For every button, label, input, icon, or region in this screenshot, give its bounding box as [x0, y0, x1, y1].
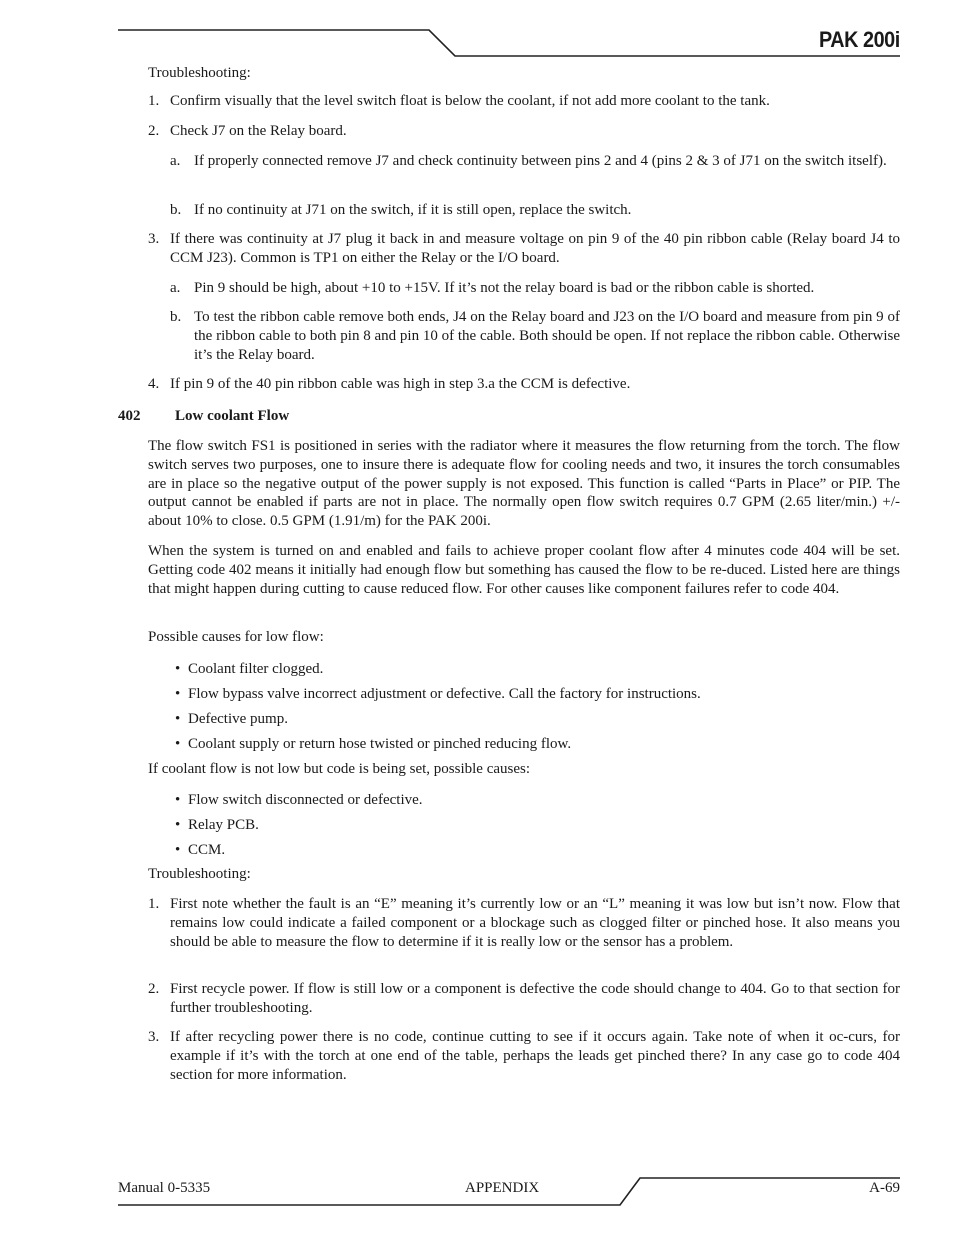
bullet-text: Defective pump. [188, 711, 288, 727]
section-title: Low coolant Flow [175, 408, 290, 424]
other-causes-heading: If coolant flow is not low but code is being set, possible causes: [148, 761, 531, 777]
bullet-item [175, 791, 900, 810]
step-text: If pin 9 of the 40 pin ribbon cable was high in step 3.a the CCM is defective. [170, 376, 631, 392]
bullet-item [175, 710, 900, 729]
substep-item [170, 308, 900, 364]
bullet-text: CCM. [188, 842, 226, 858]
step-item [148, 980, 900, 1018]
step-text: Confirm visually that the level switch float is below the coolant, if not add more coolant to the tank. [170, 93, 770, 109]
substep-text: If properly connected remove J7 and check continuity between pins 2 and 4 (pins 2 & 3 of J71 on the switch itself). [194, 153, 887, 169]
step-text: First recycle power. If flow is still low or a component is defective the code should change to 404. Go to that section for further troubleshooting. [170, 981, 900, 1016]
product-brand: PAK 200i [819, 27, 900, 52]
step-text: Check J7 on the Relay board. [170, 123, 347, 139]
step-label: 2. [148, 981, 160, 997]
bullet-text: Relay PCB. [188, 817, 259, 833]
bullet-icon: • [175, 817, 181, 833]
substep-item [170, 201, 900, 220]
paragraph: When the system is turned on and enabled and fails to achieve proper coolant flow after 4 minutes code 404 will be set. Getting code 402 means it initially had enough flow but something has caused the flow to be re-duced. Listed here are things that might happen during cutting to cause reduced flow. For other causes like component failures refer to code 404. [148, 543, 900, 597]
substep-text: To test the ribbon cable remove both ends, J4 on the Relay board and J23 on the I/O board and measure from pin 9 of the ribbon cable to both pin 8 and pin 10 of the cable. Both should be open. If not replace the ribbon cable. Otherwise it’s the Relay board. [194, 309, 900, 363]
step-text: If after recycling power there is no code, continue cutting to see if it occurs again. Take note of when it oc-curs, for example if it’s with the torch at one end of the table, perhaps the leads get pinched there? In any case go to code 404 section for more information. [170, 1029, 900, 1083]
bullet-icon: • [175, 711, 181, 727]
substep-item [170, 152, 900, 171]
bullet-text: Coolant filter clogged. [188, 661, 324, 677]
step-label: 1. [148, 896, 160, 912]
footer-section: APPENDIX [465, 1180, 540, 1196]
troubleshooting-heading: Troubleshooting: [148, 866, 251, 882]
paragraph: The flow switch FS1 is positioned in series with the radiator where it measures the flow returning from the torch. The flow switch serves two purposes, one to insure there is adequate flow for cooling needs and two, it insures the torch consumables are in place so the negative output of the power supply is not exposed. This function is called “Parts in Place” or PIP. The output cannot be enabled if parts are not in place. The normally open flow switch requires 0.7 GPM (2.65 liter/min.) +/- about 10% to close. 0.5 GPM (1.91/m) for the PAK 200i. [148, 438, 900, 530]
bullet-item [175, 735, 900, 754]
troubleshooting-heading: Troubleshooting: [148, 65, 251, 81]
step-item [148, 1028, 900, 1084]
step-item [148, 895, 900, 951]
bullet-item [175, 660, 900, 679]
substep-label: b. [170, 309, 182, 325]
bullet-text: Flow switch disconnected or defective. [188, 792, 423, 808]
step-text: If there was continuity at J7 plug it back in and measure voltage on pin 9 of the 40 pin ribbon cable (Relay board J4 to CCM J23). Common is TP1 on either the Relay or the I/O board. [170, 231, 900, 266]
bullet-icon: • [175, 686, 181, 702]
step-label: 2. [148, 123, 160, 139]
step-text: First note whether the fault is an “E” meaning it’s currently low or an “L” meaning it was low but isn’t now. Flow that remains low could indicate a failed component or a blockage such as clogged filter or pinched hose. It also means you should be able to measure the flow to determine if it is really low or the sensor has a problem. [170, 896, 900, 950]
bullet-item [175, 841, 900, 860]
footer-manual-number: Manual 0-5335 [118, 1180, 211, 1196]
substep-text: If no continuity at J71 on the switch, if it is still open, replace the switch. [194, 202, 632, 218]
bullet-icon: • [175, 661, 181, 677]
step-label: 3. [148, 1029, 160, 1045]
step-item [148, 375, 900, 394]
causes-heading: Possible causes for low flow: [148, 629, 324, 645]
substep-item [170, 279, 900, 298]
section-code: 402 [118, 408, 141, 424]
section-heading [118, 407, 289, 426]
substep-label: b. [170, 202, 182, 218]
step-label: 1. [148, 93, 160, 109]
bullet-icon: • [175, 792, 181, 808]
bullet-item [175, 685, 900, 704]
bullet-text: Coolant supply or return hose twisted or pinched reducing flow. [188, 736, 572, 752]
footer-page-number: A-69 [869, 1180, 900, 1196]
bullet-icon: • [175, 736, 181, 752]
substep-label: a. [170, 153, 181, 169]
step-item [148, 92, 900, 111]
step-item [148, 122, 900, 141]
step-label: 4. [148, 376, 160, 392]
step-label: 3. [148, 231, 160, 247]
bullet-item [175, 816, 900, 835]
substep-label: a. [170, 280, 181, 296]
step-item [148, 230, 900, 268]
bullet-text: Flow bypass valve incorrect adjustment or defective. Call the factory for instructions. [188, 686, 701, 702]
bullet-icon: • [175, 842, 181, 858]
substep-text: Pin 9 should be high, about +10 to +15V. If it’s not the relay board is bad or the ribbon cable is shorted. [194, 280, 815, 296]
